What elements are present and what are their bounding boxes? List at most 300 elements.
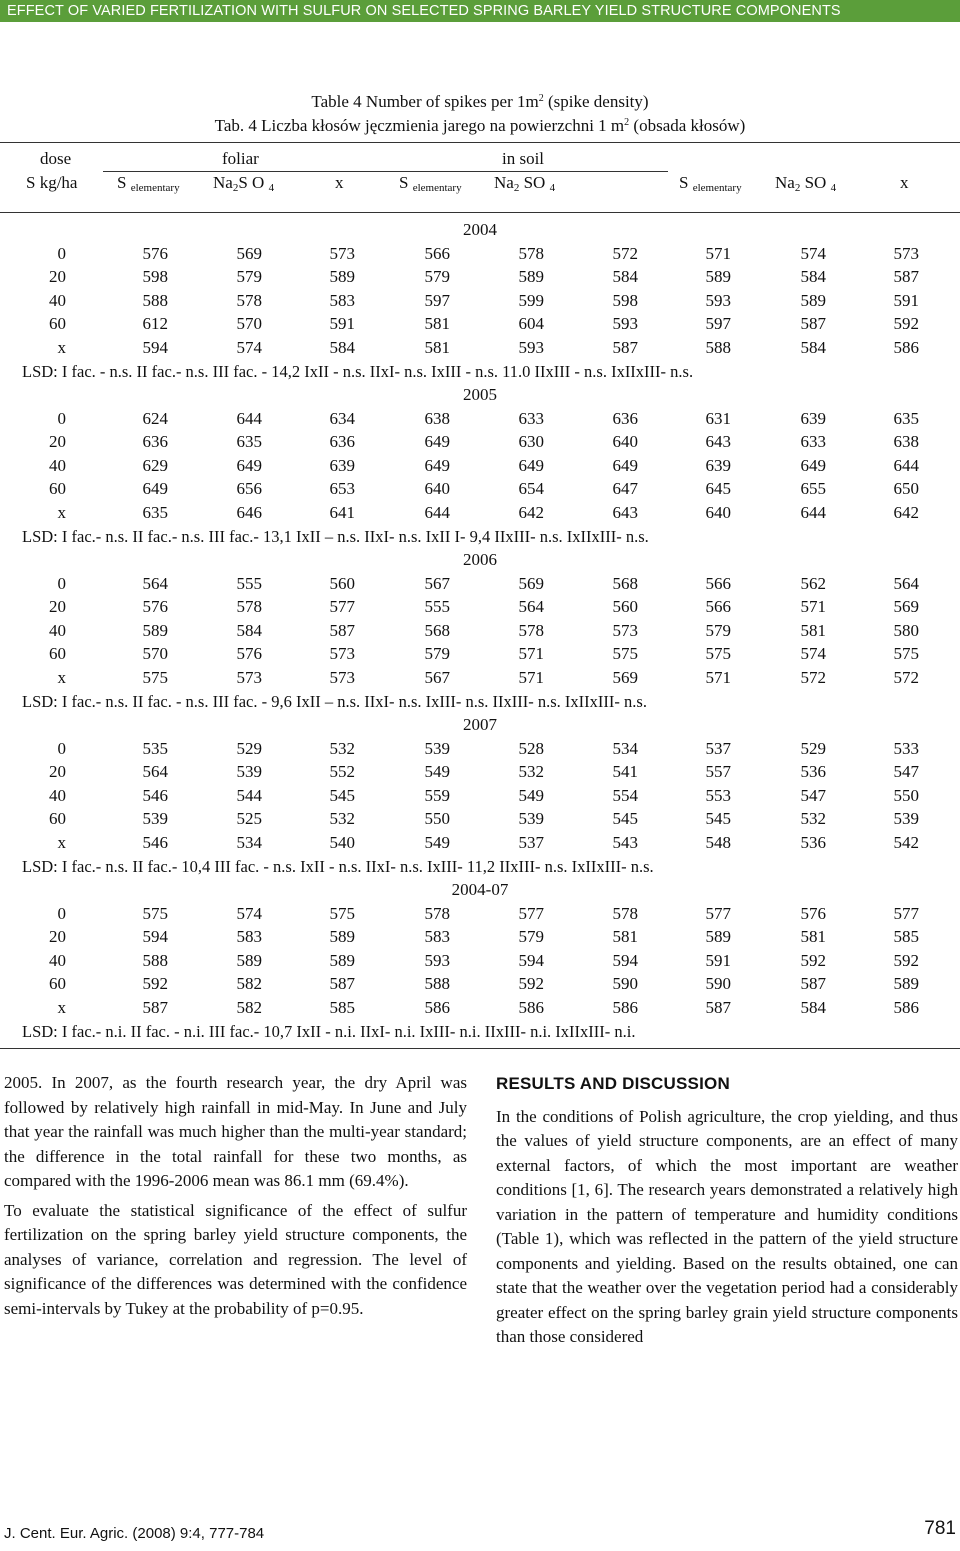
value-cell: 564 [142, 573, 168, 593]
value-cell: 587 [705, 998, 731, 1017]
value-cell: 536 [800, 833, 826, 852]
lsd-note: LSD: I fac. - n.s. II fac.- n.s. III fac. - 14,2 IxII - n.s. IIxI- n.s. IxIII - n.s. 11.0 IIxIII - n.s. IxIIxIII- n.s. [22, 361, 694, 381]
value-cell: 642 [518, 503, 544, 522]
table-row [0, 409, 960, 431]
value-cell: 532 [518, 762, 544, 782]
value-cell: 549 [424, 833, 450, 852]
value-cell: 539 [142, 809, 168, 829]
value-cell: 570 [236, 314, 262, 334]
value-cell: 573 [612, 620, 638, 640]
value-cell: 579 [424, 267, 450, 287]
value-cell: 584 [236, 620, 262, 640]
value-cell: 593 [705, 290, 731, 310]
value-cell: 639 [705, 455, 731, 475]
value-cell: 585 [893, 927, 919, 947]
value-cell: 578 [612, 903, 638, 923]
running-header: EFFECT OF VARIED FERTILIZATION WITH SULFUR ON SELECTED SPRING BARLEY YIELD STRUCTURE COMPONENTS [0, 0, 960, 22]
dose-cell: 40 [49, 785, 66, 805]
elementary-sub: elementary [412, 182, 462, 194]
value-cell: 598 [612, 290, 638, 310]
value-cell: 532 [329, 738, 355, 758]
year-heading: 2004 [463, 220, 497, 239]
so-sub: 4 [830, 182, 837, 194]
value-cell: 582 [236, 998, 262, 1017]
value-cell: 571 [800, 597, 826, 617]
lsd-note: LSD: I fac.- n.s. II fac.- n.s. III fac.- 13,1 IxII – n.s. IIxI- n.s. IxII I- 9,4 IIxIII- n.s. IxIIxIII- n.s. [22, 526, 649, 546]
dose-cell: 20 [49, 927, 66, 947]
value-cell: 547 [800, 785, 826, 805]
left-column [4, 1071, 467, 1326]
value-cell: 594 [612, 950, 638, 970]
value-cell: 587 [329, 620, 355, 640]
value-cell: 588 [142, 290, 168, 310]
value-cell: 567 [424, 573, 450, 593]
value-cell: 581 [800, 620, 826, 640]
value-cell: 644 [893, 455, 919, 475]
value-cell: 560 [612, 597, 638, 617]
value-cell: 594 [142, 338, 168, 357]
dose-cell: 40 [49, 455, 66, 475]
value-cell: 549 [424, 762, 450, 782]
dose-cell: 0 [57, 408, 66, 428]
value-cell: 593 [424, 950, 450, 970]
value-cell: 535 [142, 738, 168, 758]
caption-en-sup: 2 [538, 93, 544, 104]
value-cell: 571 [705, 668, 731, 687]
value-cell: 633 [518, 408, 544, 428]
value-cell: 549 [518, 785, 544, 805]
value-cell: 581 [612, 927, 638, 947]
value-cell: 573 [329, 644, 355, 664]
value-cell: 539 [518, 809, 544, 829]
dose-cell: 0 [57, 243, 66, 263]
value-cell: 587 [612, 338, 638, 357]
so-text: SO [804, 173, 827, 192]
value-cell: 588 [142, 950, 168, 970]
header-foliar-s-elementary [117, 173, 180, 193]
elementary-sub: elementary [692, 182, 742, 194]
value-cell: 534 [236, 833, 262, 852]
value-cell: 580 [893, 620, 919, 640]
dose-cell: 60 [49, 644, 66, 664]
value-cell: 555 [236, 573, 262, 593]
value-cell: 592 [893, 950, 919, 970]
table-row [0, 904, 960, 926]
value-cell: 655 [800, 479, 826, 499]
value-cell: 645 [705, 479, 731, 499]
value-cell: 564 [142, 762, 168, 782]
caption-pl-text: Tab. 4 Liczba kłosów jęczmienia jarego na powierzchni 1 m [214, 116, 625, 135]
value-cell: 590 [612, 974, 638, 994]
value-cell: 582 [236, 974, 262, 994]
value-cell: 569 [518, 573, 544, 593]
na-sub: 2 [794, 182, 801, 194]
value-cell: 539 [424, 738, 450, 758]
value-cell: 653 [329, 479, 355, 499]
table-row [0, 456, 960, 478]
value-cell: 587 [800, 974, 826, 994]
table-row [0, 291, 960, 313]
value-cell: 575 [612, 644, 638, 664]
value-cell: 587 [142, 998, 168, 1017]
value-cell: 577 [518, 903, 544, 923]
right-paragraph-1: In the conditions of Polish agriculture, the crop yielding, and thus the values of yield structure components, are an effect of many external factors, of which the most important are weather conditions [1, 6]. The research years demonstrated a relatively high variation in the pattern of temperature and humidity conditions (Table 1), which was reflected in the pattern of the yield structure components and yielding. Based on the results obtained, one can state that the weather over the vegetation period had a considerably greater effect on the spring barley grain yield structure components than those considered [496, 1106, 958, 1346]
value-cell: 641 [329, 503, 355, 522]
value-cell: 564 [893, 573, 919, 593]
value-cell: 576 [142, 243, 168, 263]
table-row [0, 644, 960, 666]
caption-en-post: (spike density) [543, 92, 649, 111]
dose-cell: 40 [49, 950, 66, 970]
header-mean-x: x [900, 173, 909, 192]
value-cell: 590 [705, 974, 731, 994]
value-cell: 577 [705, 903, 731, 923]
value-cell: 631 [705, 408, 731, 428]
dose-cell: 40 [49, 290, 66, 310]
header-foliar: foliar [222, 149, 259, 168]
value-cell: 539 [236, 762, 262, 782]
value-cell: 639 [329, 455, 355, 475]
value-cell: 564 [518, 597, 544, 617]
value-cell: 573 [236, 668, 262, 687]
table-bottom-rule [0, 1048, 960, 1049]
value-cell: 591 [893, 290, 919, 310]
value-cell: 643 [705, 432, 731, 452]
value-cell: 649 [424, 455, 450, 475]
value-cell: 539 [893, 809, 919, 829]
value-cell: 591 [705, 950, 731, 970]
value-cell: 589 [705, 927, 731, 947]
value-cell: 575 [142, 668, 168, 687]
results-heading: RESULTS AND DISCUSSION [496, 1074, 730, 1093]
elementary-sub: elementary [130, 182, 180, 194]
s-letter: S [679, 173, 689, 192]
value-cell: 586 [612, 998, 638, 1017]
header-foliar-x: x [335, 173, 344, 192]
value-cell: 541 [612, 762, 638, 782]
value-cell: 577 [893, 903, 919, 923]
table-row [0, 998, 960, 1020]
value-cell: 593 [518, 338, 544, 357]
value-cell: 578 [424, 903, 450, 923]
value-cell: 545 [705, 809, 731, 829]
value-cell: 581 [424, 338, 450, 357]
so-sub: 4 [549, 182, 556, 194]
value-cell: 529 [236, 738, 262, 758]
table-caption-en [0, 92, 960, 112]
value-cell: 588 [705, 338, 731, 357]
value-cell: 589 [236, 950, 262, 970]
value-cell: 646 [236, 503, 262, 522]
value-cell: 566 [424, 243, 450, 263]
caption-en-text: Table 4 Number of spikes per 1m [311, 92, 539, 111]
value-cell: 576 [142, 597, 168, 617]
value-cell: 592 [893, 314, 919, 334]
dose-cell: 60 [49, 809, 66, 829]
table-row [0, 833, 960, 855]
value-cell: 649 [236, 455, 262, 475]
value-cell: 574 [800, 644, 826, 664]
value-cell: 592 [518, 974, 544, 994]
value-cell: 550 [424, 809, 450, 829]
value-cell: 546 [142, 833, 168, 852]
value-cell: 656 [236, 479, 262, 499]
value-cell: 572 [612, 243, 638, 263]
value-cell: 586 [893, 998, 919, 1017]
table-top-rule [0, 142, 960, 143]
na-sub: 2 [232, 182, 239, 194]
value-cell: 635 [236, 432, 262, 452]
value-cell: 587 [893, 267, 919, 287]
value-cell: 640 [612, 432, 638, 452]
value-cell: 647 [612, 479, 638, 499]
na-text: Na [494, 173, 514, 192]
dose-cell: 60 [49, 314, 66, 334]
value-cell: 586 [424, 998, 450, 1017]
value-cell: 574 [800, 243, 826, 263]
value-cell: 529 [800, 738, 826, 758]
value-cell: 583 [236, 927, 262, 947]
table-row [0, 574, 960, 596]
header-bottom-rule [0, 212, 960, 213]
left-paragraph-2: To evaluate the statistical significance of the effect of sulfur fertilization on the spring barley yield structure components, the analyses of variance, correlation and regression. The level of significance of the differences was determined with the confidence semi-intervals by Tukey at the probability of p=0.95. [4, 1200, 467, 1318]
dose-cell: x [57, 833, 66, 852]
value-cell: 604 [518, 314, 544, 334]
value-cell: 572 [800, 668, 826, 687]
table-row [0, 927, 960, 949]
so-text: S O [238, 173, 265, 192]
value-cell: 573 [893, 243, 919, 263]
value-cell: 569 [612, 668, 638, 687]
value-cell: 578 [518, 620, 544, 640]
value-cell: 642 [893, 503, 919, 522]
value-cell: 589 [705, 267, 731, 287]
value-cell: 568 [424, 620, 450, 640]
table-row [0, 432, 960, 454]
value-cell: 640 [424, 479, 450, 499]
value-cell: 578 [518, 243, 544, 263]
value-cell: 562 [800, 573, 826, 593]
value-cell: 594 [142, 927, 168, 947]
value-cell: 640 [705, 503, 731, 522]
dose-cell: 20 [49, 597, 66, 617]
table-row [0, 809, 960, 831]
value-cell: 591 [329, 314, 355, 334]
value-cell: 583 [329, 290, 355, 310]
value-cell: 654 [518, 479, 544, 499]
dose-cell: 60 [49, 974, 66, 994]
value-cell: 635 [142, 503, 168, 522]
value-cell: 584 [800, 338, 826, 357]
table-row [0, 974, 960, 996]
value-cell: 528 [518, 738, 544, 758]
value-cell: 578 [236, 290, 262, 310]
value-cell: 575 [893, 644, 919, 664]
year-heading: 2004-07 [451, 880, 509, 899]
value-cell: 533 [893, 738, 919, 758]
value-cell: 634 [329, 408, 355, 428]
value-cell: 573 [329, 243, 355, 263]
table-row [0, 762, 960, 784]
value-cell: 569 [893, 597, 919, 617]
value-cell: 554 [612, 785, 638, 805]
value-cell: 532 [329, 809, 355, 829]
dose-cell: 40 [49, 620, 66, 640]
value-cell: 644 [236, 408, 262, 428]
value-cell: 567 [424, 668, 450, 687]
table-row [0, 951, 960, 973]
value-cell: 576 [800, 903, 826, 923]
value-cell: 584 [612, 267, 638, 287]
table-row [0, 267, 960, 289]
value-cell: 548 [705, 833, 731, 852]
value-cell: 555 [424, 597, 450, 617]
na-sub: 2 [513, 182, 520, 194]
year-heading: 2005 [463, 385, 497, 404]
value-cell: 579 [424, 644, 450, 664]
value-cell: 644 [800, 503, 826, 522]
value-cell: 545 [329, 785, 355, 805]
value-cell: 540 [329, 833, 355, 852]
dose-cell: 20 [49, 762, 66, 782]
dose-cell: x [57, 998, 66, 1017]
footer-journal-citation: J. Cent. Eur. Agric. (2008) 9:4, 777-784 [4, 1525, 265, 1542]
value-cell: 571 [705, 243, 731, 263]
value-cell: 638 [893, 432, 919, 452]
value-cell: 571 [518, 644, 544, 664]
value-cell: 584 [800, 998, 826, 1017]
value-cell: 552 [329, 762, 355, 782]
value-cell: 585 [329, 998, 355, 1017]
value-cell: 584 [329, 338, 355, 357]
value-cell: 589 [800, 290, 826, 310]
value-cell: 624 [142, 408, 168, 428]
value-cell: 586 [893, 338, 919, 357]
value-cell: 649 [612, 455, 638, 475]
value-cell: 592 [800, 950, 826, 970]
value-cell: 589 [142, 620, 168, 640]
lsd-note: LSD: I fac.- n.s. II fac.- 10,4 III fac. - n.s. IxII - n.s. IIxI- n.s. IxIII- 11,2 IIxIII- n.s. IxIIxIII- n.s. [22, 856, 654, 876]
header-soil-na2so4 [494, 173, 555, 193]
value-cell: 581 [424, 314, 450, 334]
value-cell: 649 [424, 432, 450, 452]
value-cell: 589 [518, 267, 544, 287]
value-cell: 588 [424, 974, 450, 994]
value-cell: 576 [236, 644, 262, 664]
value-cell: 569 [236, 243, 262, 263]
value-cell: 587 [329, 974, 355, 994]
value-cell: 636 [142, 432, 168, 452]
value-cell: 644 [424, 503, 450, 522]
table-row [0, 244, 960, 266]
value-cell: 629 [142, 455, 168, 475]
lsd-note: LSD: I fac.- n.i. II fac. - n.i. III fac.- 10,7 IxII - n.i. IIxI- n.i. IxIII- n.i. IIxIII- n.i. IxIIxIII- n.i. [22, 1021, 636, 1041]
table-caption-pl [0, 116, 960, 136]
value-cell: 649 [518, 455, 544, 475]
value-cell: 636 [612, 408, 638, 428]
value-cell: 630 [518, 432, 544, 452]
value-cell: 612 [142, 314, 168, 334]
header-soil-s-elementary [399, 173, 462, 193]
value-cell: 594 [518, 950, 544, 970]
year-heading: 2007 [463, 715, 497, 734]
value-cell: 532 [800, 809, 826, 829]
value-cell: 592 [142, 974, 168, 994]
value-cell: 578 [236, 597, 262, 617]
value-cell: 577 [329, 597, 355, 617]
value-cell: 649 [800, 455, 826, 475]
value-cell: 633 [800, 432, 826, 452]
header-in-soil: in soil [502, 149, 545, 168]
value-cell: 574 [236, 903, 262, 923]
year-heading: 2006 [463, 550, 497, 569]
value-cell: 579 [518, 927, 544, 947]
value-cell: 546 [142, 785, 168, 805]
left-paragraph-1: 2005. In 2007, as the fourth research year, the dry April was followed by relatively high rainfall in mid-May. In June and July that year the rainfall was much higher than the multi-year standard; the difference in the total rainfall for these two months, as compared with the 1996-2006 mean was 86.1 mm (69.4%). [4, 1073, 467, 1190]
value-cell: 639 [800, 408, 826, 428]
value-cell: 537 [705, 738, 731, 758]
na-text: Na [775, 173, 795, 192]
header-dose: dose [40, 149, 72, 168]
lsd-note: LSD: I fac.- n.s. II fac. - n.s. III fac. - 9,6 IxII – n.s. IIxI- n.s. IxIII- n.s. IIxIII- n.s. IxIIxIII- n.s. [22, 691, 647, 711]
value-cell: 575 [705, 644, 731, 664]
value-cell: 636 [329, 432, 355, 452]
value-cell: 584 [800, 267, 826, 287]
value-cell: 572 [893, 668, 919, 687]
value-cell: 583 [424, 927, 450, 947]
value-cell: 545 [612, 809, 638, 829]
value-cell: 525 [236, 809, 262, 829]
value-cell: 559 [424, 785, 450, 805]
table-row [0, 597, 960, 619]
value-cell: 581 [800, 927, 826, 947]
value-cell: 587 [800, 314, 826, 334]
value-cell: 579 [236, 267, 262, 287]
footer-page-number: 781 [924, 1518, 956, 1539]
value-cell: 547 [893, 762, 919, 782]
table-row [0, 786, 960, 808]
table-row [0, 739, 960, 761]
dose-cell: x [57, 668, 66, 687]
value-cell: 568 [612, 573, 638, 593]
value-cell: 550 [893, 785, 919, 805]
header-span-rule [103, 171, 668, 172]
so-sub: 4 [268, 182, 275, 194]
dose-cell: 60 [49, 479, 66, 499]
value-cell: 557 [705, 762, 731, 782]
value-cell: 638 [424, 408, 450, 428]
dose-cell: 0 [57, 738, 66, 758]
value-cell: 534 [612, 738, 638, 758]
value-cell: 589 [893, 974, 919, 994]
value-cell: 573 [329, 668, 355, 687]
value-cell: 566 [705, 597, 731, 617]
value-cell: 570 [142, 644, 168, 664]
dose-cell: 0 [57, 573, 66, 593]
table-row [0, 503, 960, 525]
caption-pl-post: (obsada kłosów) [629, 116, 746, 135]
so-text: SO [523, 173, 546, 192]
value-cell: 599 [518, 290, 544, 310]
value-cell: 598 [142, 267, 168, 287]
value-cell: 575 [329, 903, 355, 923]
dose-cell: 0 [57, 903, 66, 923]
value-cell: 574 [236, 338, 262, 357]
header-foliar-na2so4 [213, 173, 274, 193]
value-cell: 543 [612, 833, 638, 852]
header-s-kg-ha: S kg/ha [26, 173, 78, 192]
value-cell: 544 [236, 785, 262, 805]
